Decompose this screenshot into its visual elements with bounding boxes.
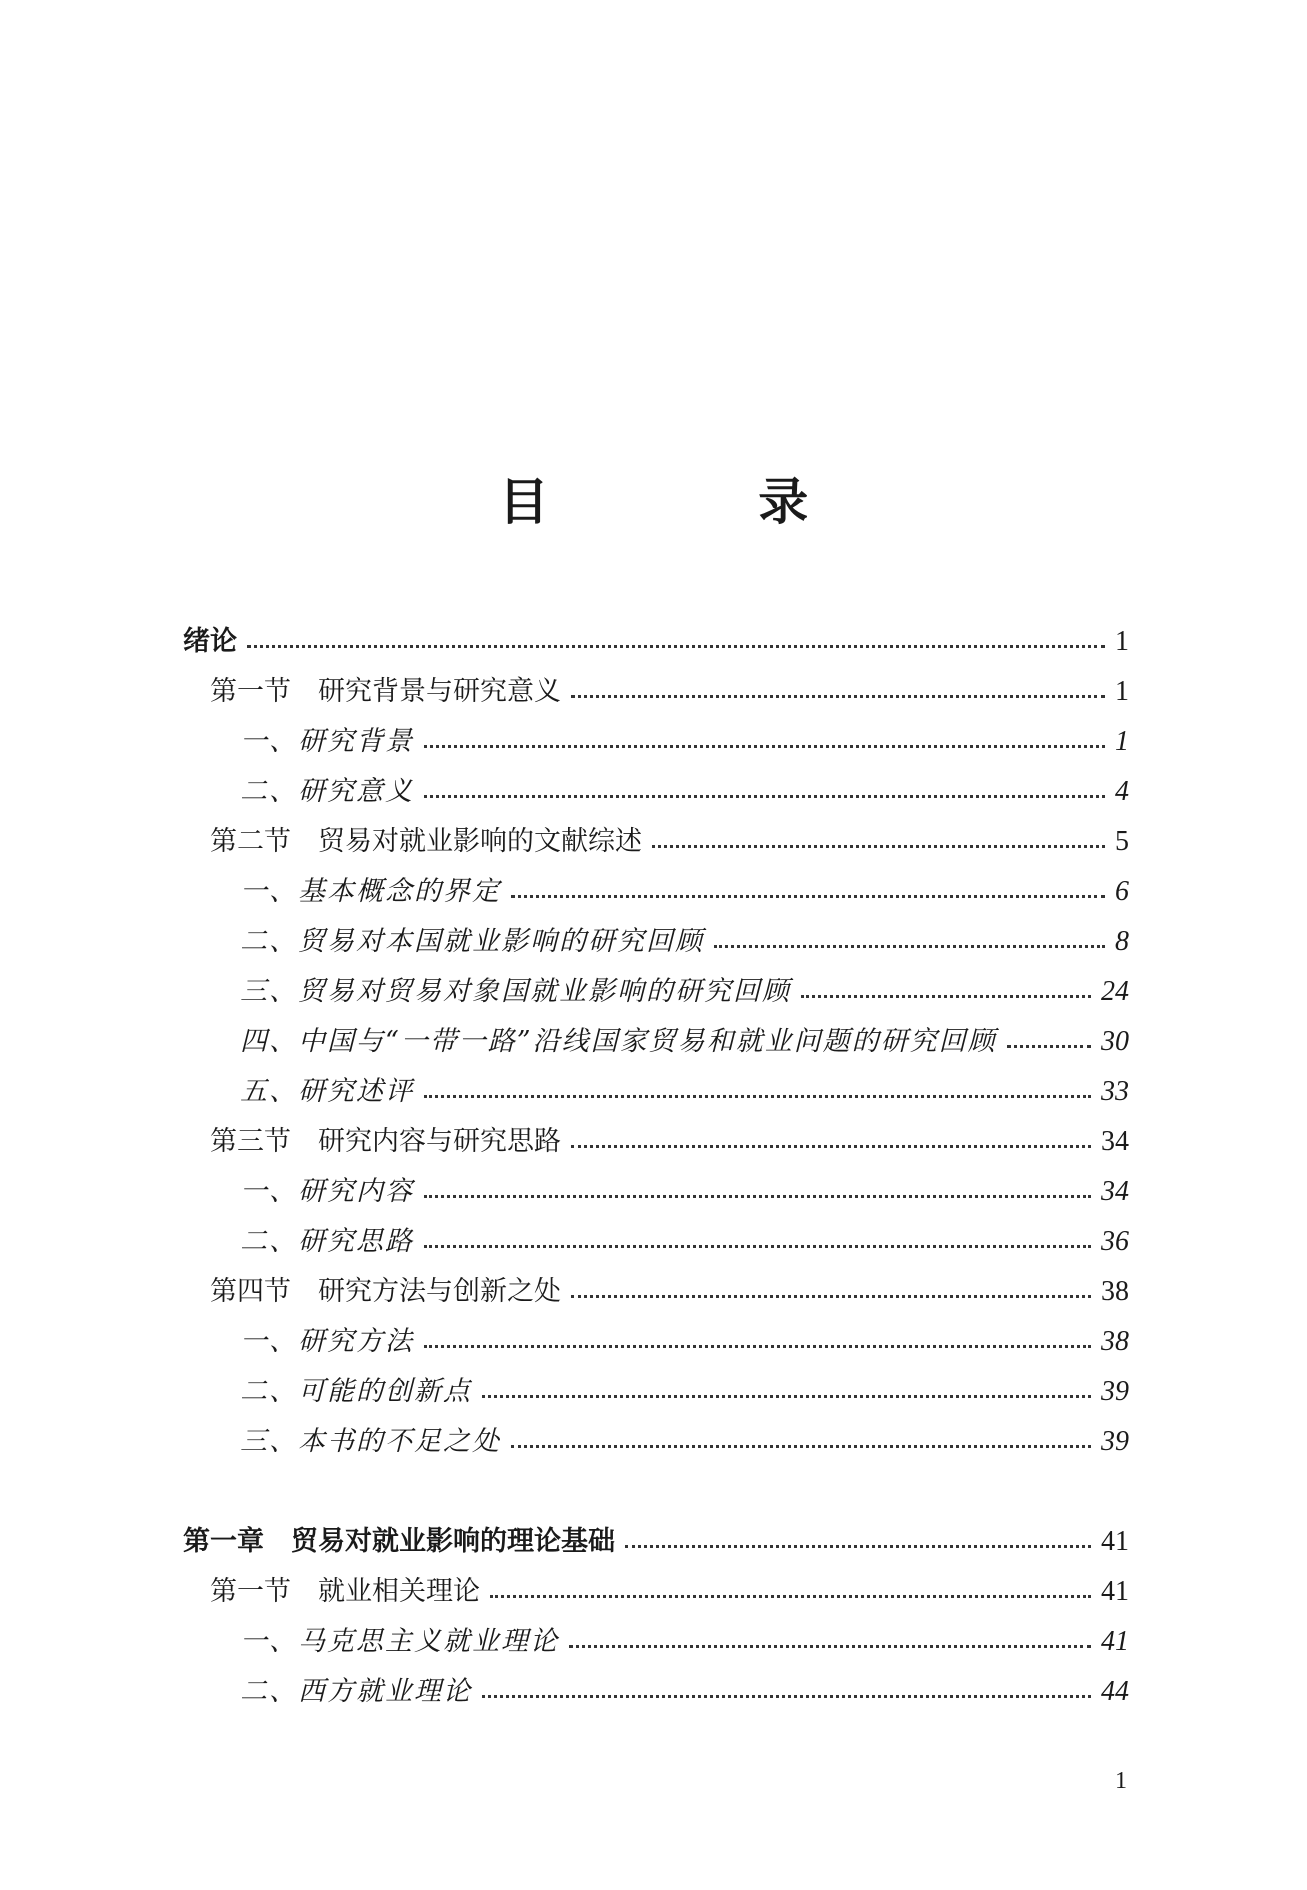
dot-leader [490, 1583, 1091, 1598]
toc-entry[interactable] [210, 670, 1129, 714]
toc-entry-page: 1 [1115, 626, 1129, 657]
toc-entry-label: 一、基本概念的界定 [240, 876, 501, 907]
dot-leader [569, 1633, 1091, 1648]
toc-entry-label: 第四节 研究方法与创新之处 [210, 1276, 561, 1307]
toc-entry[interactable] [240, 870, 1129, 914]
toc-entry-page: 44 [1101, 1676, 1129, 1707]
toc-entry[interactable] [240, 1670, 1129, 1714]
toc-entry[interactable] [183, 620, 1129, 664]
toc-entry-page: 30 [1101, 1026, 1129, 1057]
dot-leader [571, 1283, 1091, 1298]
toc-entry-label: 四、中国与“一带一路”沿线国家贸易和就业问题的研究回顾 [240, 1026, 997, 1057]
toc-entry-page: 38 [1101, 1326, 1129, 1357]
toc-entry-page: 39 [1101, 1376, 1129, 1407]
toc-entry[interactable] [240, 1370, 1129, 1414]
toc-entry-page: 6 [1115, 876, 1129, 907]
toc-entry-page: 41 [1101, 1576, 1129, 1607]
dot-leader [482, 1383, 1091, 1398]
dot-leader [424, 1183, 1091, 1198]
toc-entry-label: 一、研究背景 [240, 726, 414, 757]
toc-entry-label: 第一章 贸易对就业影响的理论基础 [183, 1526, 615, 1557]
toc-entry[interactable] [240, 1320, 1129, 1364]
toc-entry[interactable] [210, 1570, 1129, 1614]
dot-leader [801, 983, 1091, 998]
toc-entry-page: 39 [1101, 1426, 1129, 1457]
toc-entry-page: 41 [1101, 1626, 1129, 1657]
toc-entry-page: 4 [1115, 776, 1129, 807]
dot-leader [424, 1333, 1091, 1348]
toc-entry-page: 36 [1101, 1226, 1129, 1257]
dot-leader [652, 833, 1105, 848]
toc-entry-page: 1 [1115, 726, 1129, 757]
toc-entry-label: 五、研究述评 [240, 1076, 414, 1107]
toc-entry-label: 一、马克思主义就业理论 [240, 1626, 559, 1657]
toc-entry[interactable] [210, 1120, 1129, 1164]
dot-leader [625, 1533, 1091, 1548]
toc-entry[interactable] [183, 1520, 1129, 1564]
page-title: 目 录 [498, 473, 905, 531]
toc-entry-label: 二、可能的创新点 [240, 1376, 472, 1407]
toc-entry-label: 二、研究思路 [240, 1226, 414, 1257]
dot-leader [424, 1083, 1091, 1098]
dot-leader [714, 933, 1105, 948]
toc-entry-label: 第一节 研究背景与研究意义 [210, 676, 561, 707]
toc-entry-page: 41 [1101, 1526, 1129, 1557]
toc-entry-label: 绪论 [183, 626, 237, 657]
dot-leader [571, 683, 1105, 698]
toc-entry[interactable] [240, 970, 1129, 1014]
toc-entry[interactable] [210, 1270, 1129, 1314]
toc-entry-label: 三、贸易对贸易对象国就业影响的研究回顾 [240, 976, 791, 1007]
toc-entry-label: 一、研究内容 [240, 1176, 414, 1207]
toc-entry-label: 第二节 贸易对就业影响的文献综述 [210, 826, 642, 857]
toc-entry-label: 二、研究意义 [240, 776, 414, 807]
toc-entry[interactable] [240, 720, 1129, 764]
toc-entry-page: 38 [1101, 1276, 1129, 1307]
toc-entry[interactable] [240, 1070, 1129, 1114]
toc-entry-page: 33 [1101, 1076, 1129, 1107]
toc-entry[interactable] [210, 820, 1129, 864]
toc-entry[interactable] [240, 770, 1129, 814]
dot-leader [482, 1683, 1091, 1698]
toc-entry-page: 8 [1115, 926, 1129, 957]
dot-leader [247, 633, 1105, 648]
toc-entry-label: 第一节 就业相关理论 [210, 1576, 480, 1607]
toc-entry-page: 34 [1101, 1176, 1129, 1207]
toc-entry-label: 三、本书的不足之处 [240, 1426, 501, 1457]
toc-entry[interactable] [240, 1220, 1129, 1264]
toc-entry[interactable] [240, 1020, 1129, 1064]
toc-entry[interactable] [240, 1420, 1129, 1464]
toc-entry-page: 1 [1115, 676, 1129, 707]
toc-entry[interactable] [240, 1170, 1129, 1214]
toc-entry-page: 24 [1101, 976, 1129, 1007]
dot-leader [1007, 1033, 1091, 1048]
toc-entry-page: 5 [1115, 826, 1129, 857]
toc-entry-label: 二、西方就业理论 [240, 1676, 472, 1707]
dot-leader [424, 1233, 1091, 1248]
toc-entry-label: 二、贸易对本国就业影响的研究回顾 [240, 926, 704, 957]
dot-leader [424, 733, 1105, 748]
toc-entry[interactable] [240, 1620, 1129, 1664]
dot-leader [511, 1433, 1091, 1448]
toc-entry-label: 一、研究方法 [240, 1326, 414, 1357]
dot-leader [424, 783, 1105, 798]
toc-entry-page: 34 [1101, 1126, 1129, 1157]
dot-leader [511, 883, 1105, 898]
toc-entry[interactable] [240, 920, 1129, 964]
dot-leader [571, 1133, 1091, 1148]
toc-entry-label: 第三节 研究内容与研究思路 [210, 1126, 561, 1157]
page-number: 1 [1115, 1768, 1127, 1794]
